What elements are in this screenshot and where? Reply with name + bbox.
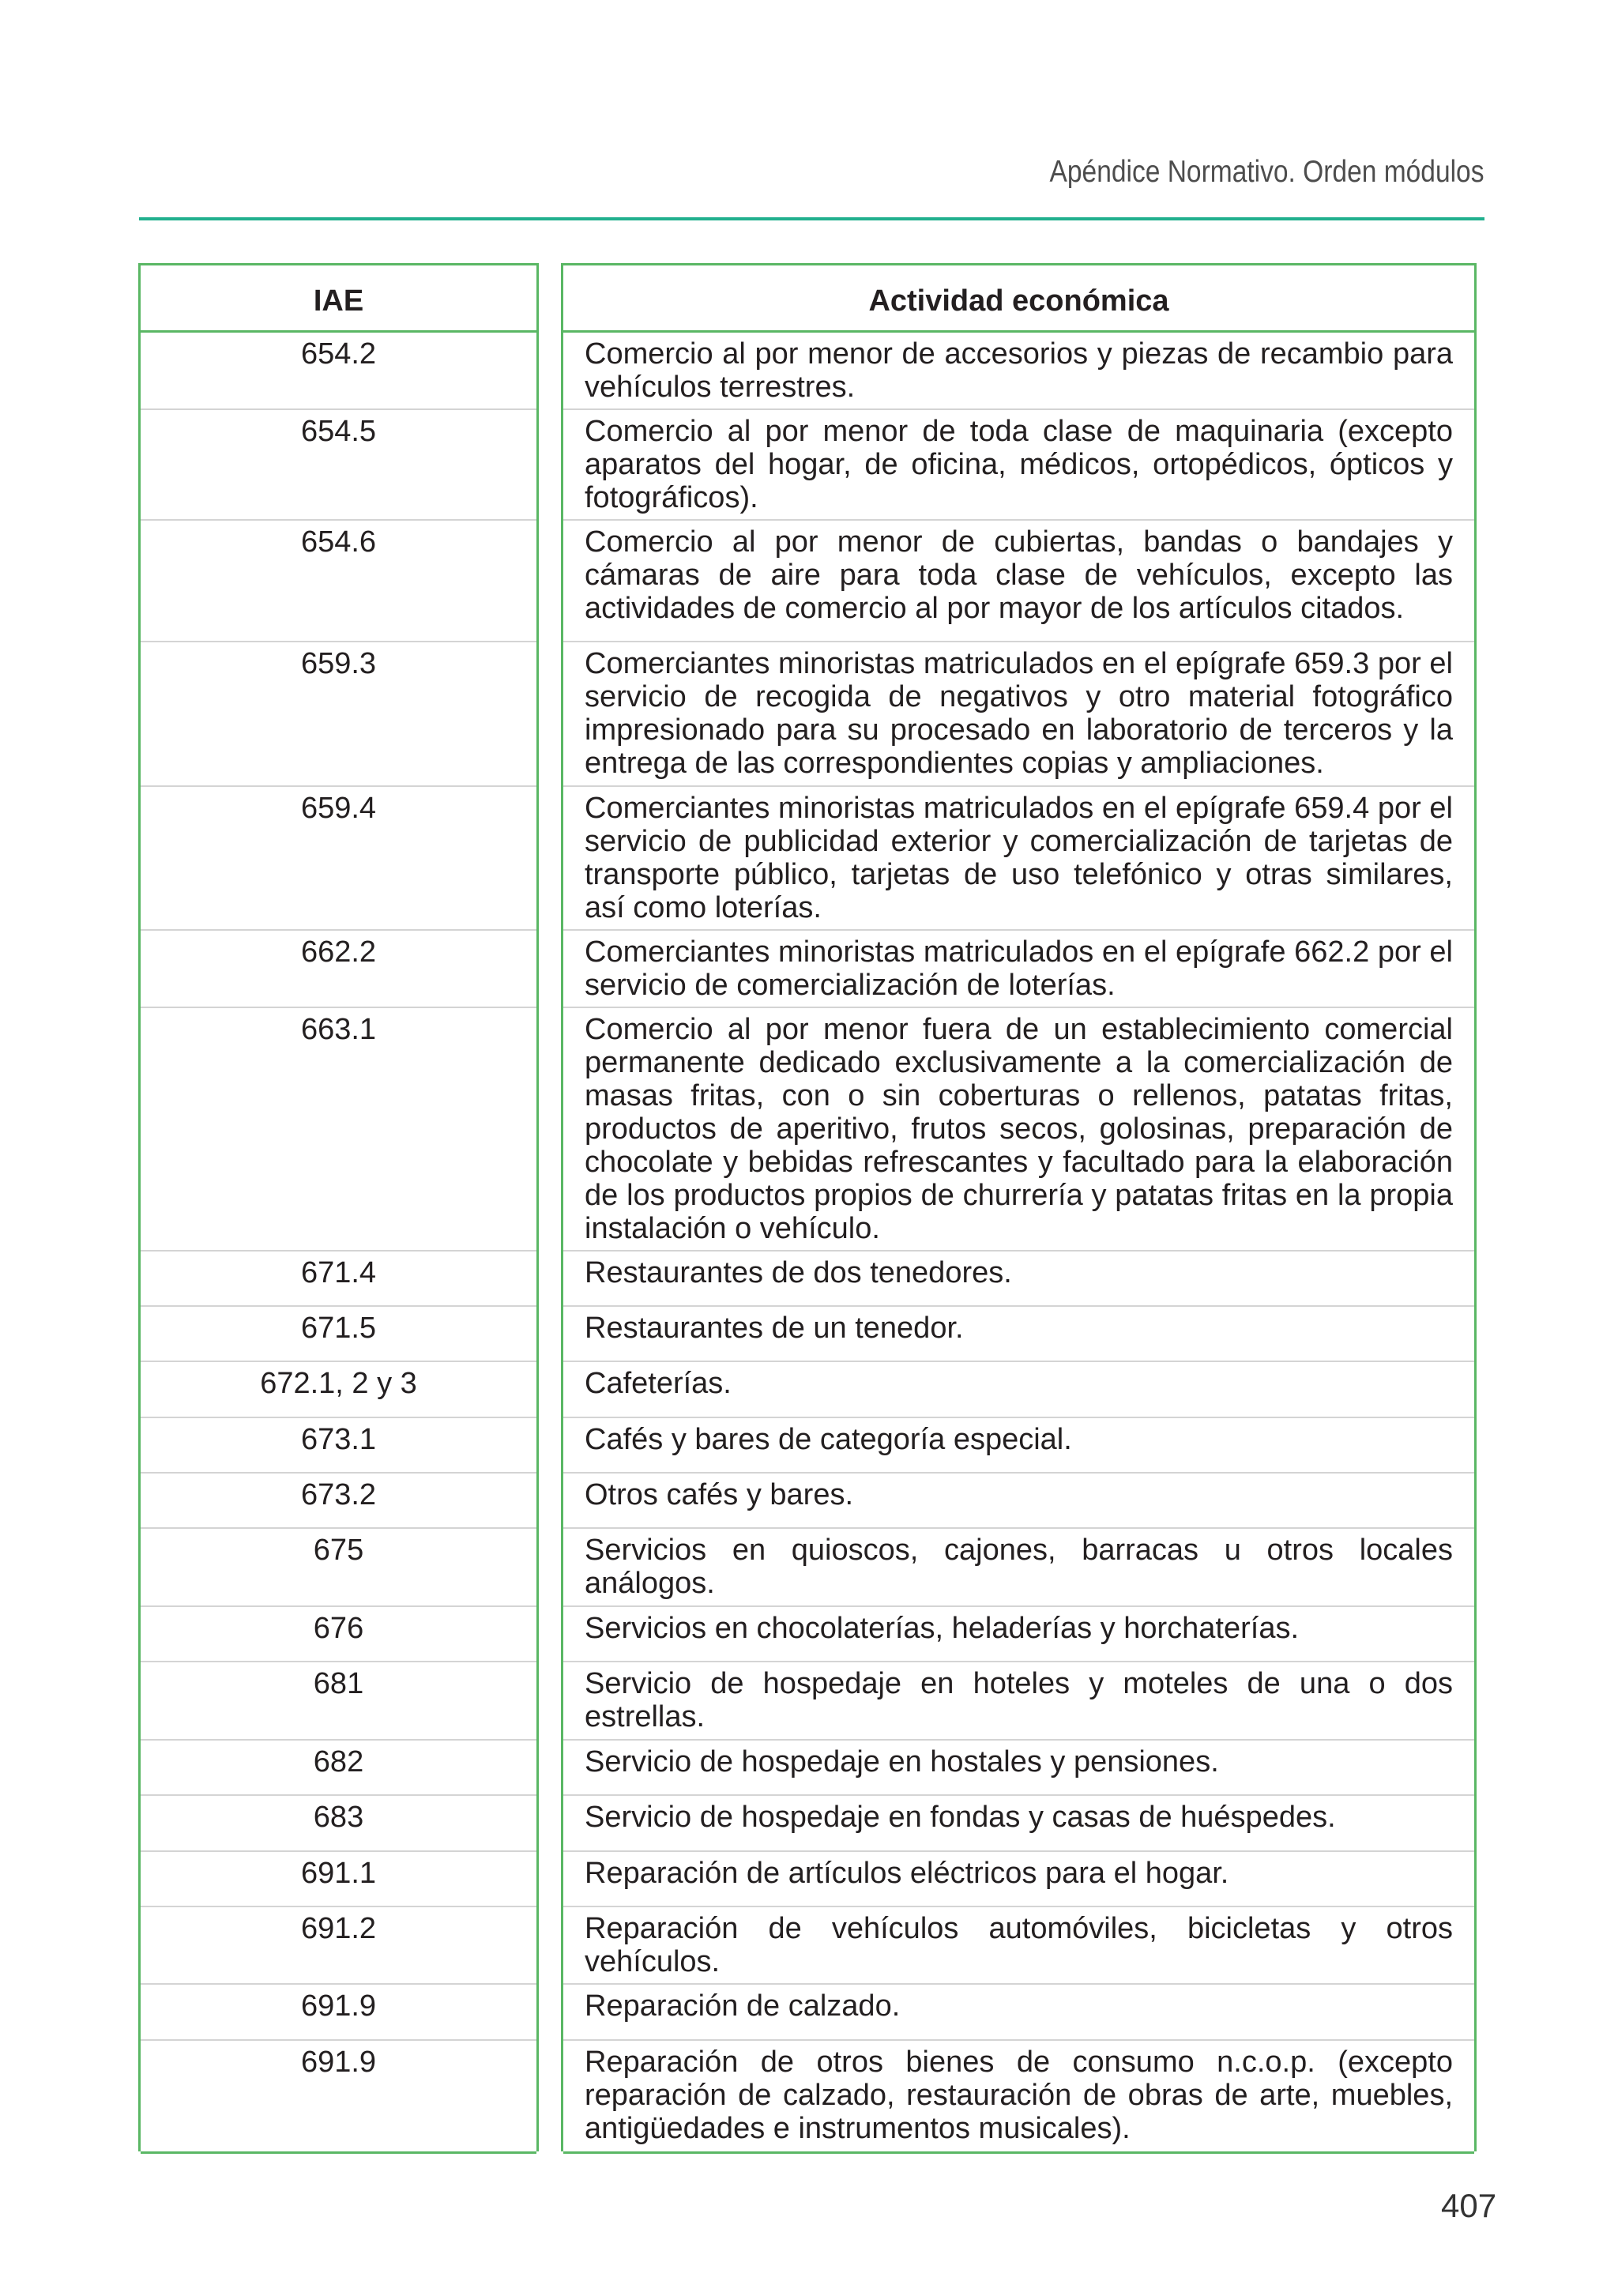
activity-description: Comercio al por menor de toda clase de maquinaria (excepto aparatos del hogar, de oficina, médicos, ortopédicos, ópticos y fotográficos). — [585, 415, 1453, 514]
column-header-actividad: Actividad económica — [868, 284, 1169, 318]
activity-description: Comercio al por menor fuera de un establecimiento comercial permanente dedicado exclusivamente a la comercialización de masas fritas, con o sin coberturas o rellenos, patatas fritas, productos de aperitivo, frutos secos, golosinas, preparación de chocolate y bebidas refrescantes y facultado para la elaboración de los productos propios de churrería y patatas fritas en la propia instalación o vehículo. — [585, 1013, 1453, 1245]
table-header-actividad — [563, 265, 1474, 333]
table-row-actividad — [563, 787, 1474, 931]
column-header-iae: IAE — [313, 284, 364, 318]
activity-description: Comercio al por menor de accesorios y piezas de recambio para vehículos terrestres. — [585, 337, 1453, 404]
table-row-actividad — [563, 1529, 1474, 1607]
iae-code: 659.4 — [300, 792, 377, 825]
iae-code: 662.2 — [300, 935, 377, 969]
table-row-actividad — [563, 1985, 1474, 2041]
page-number: 407 — [1441, 2187, 1497, 2224]
table-row-actividad — [563, 931, 1474, 1008]
table-row-actividad — [563, 1796, 1474, 1852]
activity-description: Comerciantes minoristas matriculados en el epígrafe 662.2 por el servicio de comercialización de loterías. — [585, 935, 1453, 1002]
table-row-actividad — [563, 1474, 1474, 1529]
table-row-actividad — [563, 1607, 1474, 1662]
iae-column — [138, 263, 539, 2296]
iae-code: 676 — [313, 1612, 364, 1645]
table-row-actividad — [563, 642, 1474, 787]
table-row-iae — [141, 1662, 536, 1741]
iae-code: 654.5 — [300, 415, 377, 448]
table-row-actividad — [563, 410, 1474, 521]
table-row-actividad — [563, 1852, 1474, 1907]
iae-code: 675 — [313, 1534, 364, 1567]
activity-description: Servicio de hospedaje en hoteles y moteles de una o dos estrellas. — [585, 1667, 1453, 1733]
table-row-iae — [141, 1796, 536, 1852]
table-row-iae — [141, 1852, 536, 1907]
iae-code: 683 — [313, 1801, 364, 1834]
activity-description: Reparación de vehículos automóviles, bicicletas y otros vehículos. — [585, 1912, 1453, 1978]
table-row-iae — [141, 1985, 536, 2041]
activity-description: Restaurantes de un tenedor. — [585, 1312, 964, 1345]
table-row-iae — [141, 410, 536, 521]
table-row-iae — [141, 2041, 536, 2154]
table-row-actividad — [563, 521, 1474, 642]
activity-description: Comerciantes minoristas matriculados en el epígrafe 659.3 por el servicio de recogida de negativos y otro material fotográfico impresionado para su procesado en laboratorio de terceros y la entrega de las correspondientes copias y ampliaciones. — [585, 647, 1453, 780]
table-row-iae — [141, 1362, 536, 1418]
activity-column-frame — [561, 263, 1477, 2151]
activity-description: Comerciantes minoristas matriculados en el epígrafe 659.4 por el servicio de publicidad exterior y comercialización de tarjetas de transporte público, tarjetas de uso telefónico y otras similares, así como loterías. — [585, 792, 1453, 924]
table-row-iae — [141, 787, 536, 931]
table-row-actividad — [563, 1662, 1474, 1741]
table-row-iae — [141, 1741, 536, 1796]
table-row-iae — [141, 1008, 536, 1252]
activity-description: Reparación de calzado. — [585, 1989, 901, 2023]
activity-description: Cafés y bares de categoría especial. — [585, 1423, 1072, 1456]
table-row-actividad — [563, 333, 1474, 410]
activity-description: Servicios en quioscos, cajones, barracas u otros locales análogos. — [585, 1534, 1453, 1600]
activity-description: Comercio al por menor de cubiertas, bandas o bandajes y cámaras de aire para toda clase de vehículos, excepto las actividades de comercio al por mayor de los artículos citados. — [585, 525, 1453, 625]
table-header-iae — [141, 265, 536, 333]
table-row-iae — [141, 1607, 536, 1662]
iae-code: 654.6 — [300, 525, 377, 559]
iae-code: 672.1, 2 y 3 — [260, 1367, 417, 1400]
table-row-iae — [141, 1307, 536, 1362]
activity-column — [561, 263, 1477, 2296]
table-row-iae — [141, 1252, 536, 1307]
iae-code: 682 — [313, 1745, 364, 1778]
iae-code: 663.1 — [300, 1013, 377, 1046]
table-row-actividad — [563, 1252, 1474, 1307]
activity-description: Reparación de artículos eléctricos para el hogar. — [585, 1857, 1229, 1890]
iae-code: 659.3 — [300, 647, 377, 680]
table-row-iae — [141, 333, 536, 410]
table-row-iae — [141, 1418, 536, 1474]
table-row-actividad — [563, 1907, 1474, 1985]
table-row-iae — [141, 1907, 536, 1985]
iae-column-frame — [138, 263, 539, 2151]
table-row-iae — [141, 1529, 536, 1607]
header-rule — [139, 217, 1484, 220]
iae-code: 691.2 — [300, 1912, 377, 1945]
iae-code: 673.2 — [300, 1478, 377, 1511]
iae-code: 673.1 — [300, 1423, 377, 1456]
table-row-iae — [141, 521, 536, 642]
table-row-iae — [141, 642, 536, 787]
table-row-actividad — [563, 1307, 1474, 1362]
running-header: Apéndice Normativo. Orden módulos — [1049, 155, 1484, 189]
iae-code: 691.9 — [300, 1989, 377, 2023]
table-row-iae — [141, 931, 536, 1008]
activity-description: Servicio de hospedaje en hostales y pensiones. — [585, 1745, 1219, 1778]
activity-description: Servicios en chocolaterías, heladerías y horchaterías. — [585, 1612, 1300, 1645]
activity-description: Cafeterías. — [585, 1367, 732, 1400]
table-row-actividad — [563, 1362, 1474, 1418]
iae-code: 691.1 — [300, 1857, 377, 1890]
iae-code: 671.5 — [300, 1312, 377, 1345]
table-row-actividad — [563, 2041, 1474, 2154]
activity-description: Servicio de hospedaje en fondas y casas de huéspedes. — [585, 1801, 1336, 1834]
table-row-actividad — [563, 1741, 1474, 1796]
iae-code: 654.2 — [300, 337, 377, 371]
activity-description: Restaurantes de dos tenedores. — [585, 1256, 1012, 1289]
activity-description: Reparación de otros bienes de consumo n.c.o.p. (excepto reparación de calzado, restauración de obras de arte, muebles, antigüedades e instrumentos musicales). — [585, 2046, 1453, 2145]
activity-description: Otros cafés y bares. — [585, 1478, 854, 1511]
iae-code: 691.9 — [300, 2046, 377, 2079]
table-row-actividad — [563, 1008, 1474, 1252]
table-row-iae — [141, 1474, 536, 1529]
iae-code: 681 — [313, 1667, 364, 1700]
table-row-actividad — [563, 1418, 1474, 1474]
iae-code: 671.4 — [300, 1256, 377, 1289]
